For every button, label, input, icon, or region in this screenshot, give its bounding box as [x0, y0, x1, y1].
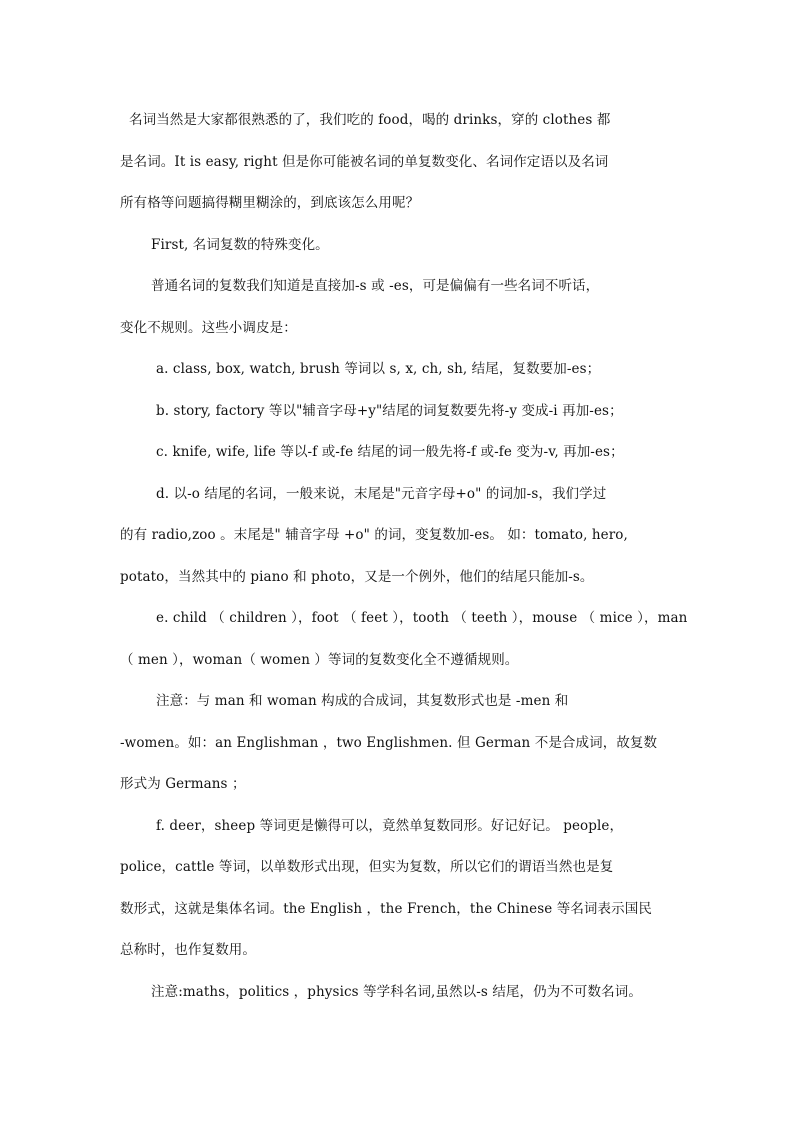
text-line: 注意：与 man 和 woman 构成的合成词，其复数形式也是 -men 和	[156, 693, 569, 709]
paragraph-rule-a	[120, 349, 676, 391]
text-line: 注意:maths，politics ，physics 等学科名词,虽然以-s 结尾，仍为不可数名词。	[151, 983, 642, 1000]
text-line: 总称时，也作复数用。	[120, 942, 256, 958]
text-line: 形式为 Germans ；	[120, 776, 246, 792]
paragraph-first	[120, 225, 676, 267]
text-line: 所有格等问题搞得糊里糊涂的，到底该怎么用呢？	[120, 195, 420, 211]
text-line: First, 名词复数的特殊变化。	[151, 236, 329, 253]
text-line: 是名词。It is easy, right 但是你可能被名词的单复数变化、名词作定语以及名词	[120, 153, 609, 170]
text-line: 变化不规则。这些小调皮是：	[120, 319, 297, 336]
text-line: e. child （ children ），foot （ feet ），tooth （ teeth ），mouse （ mice ），man	[156, 610, 688, 626]
paragraph-note-1	[120, 681, 676, 806]
text-line: f. deer，sheep 等词更是懒得可以，竟然单复数同形。好记好记。 people，	[156, 817, 624, 834]
paragraph-rule-f	[120, 806, 676, 972]
text-line: 数形式，这就是集体名词。the English ，the French，the Chinese 等名词表示国民	[120, 900, 652, 917]
paragraph-rule-e	[120, 598, 688, 681]
text-line: 的有 radio,zoo 。末尾是" 辅音字母 +o" 的词，变复数加-es。 如：tomato, hero,	[120, 527, 628, 543]
paragraph-note-2	[120, 972, 676, 1014]
text-line: c. knife, wife, life 等以-f 或-fe 结尾的词一般先将-f 或-fe 变为-v, 再加-es；	[156, 444, 624, 460]
text-line: （ men ），woman（ women ）等词的复数变化全不遵循规则。	[120, 651, 519, 668]
text-line: potato，当然其中的 piano 和 photo，又是一个例外，他们的结尾只能加-s。	[120, 568, 594, 585]
text-line: 普通名词的复数我们知道是直接加-s 或 -es，可是偏偏有一些名词不听话，	[151, 278, 600, 294]
paragraph-rule-b	[120, 391, 676, 433]
text-line: police，cattle 等词，以单数形式出现，但实为复数，所以它们的谓语当然也是复	[120, 859, 614, 875]
text-line: 名词当然是大家都很熟悉的了，我们吃的 food，喝的 drinks，穿的 clothes 都	[129, 112, 611, 128]
text-line: b. story, factory 等以"辅音字母+y"结尾的词复数要先将-y 变成-i 再加-es；	[156, 402, 623, 419]
paragraph-rule-c	[120, 432, 676, 474]
paragraph-rule-d	[120, 474, 676, 599]
text-line: d. 以-o 结尾的名词，一般来说，末尾是"元音字母+o" 的词加-s，我们学过	[156, 485, 607, 502]
paragraph-intro	[120, 100, 676, 225]
paragraph-general	[120, 266, 676, 349]
document-body	[120, 100, 688, 1013]
text-line: a. class, box, watch, brush 等词以 s, x, ch, sh, 结尾，复数要加-es；	[156, 361, 601, 377]
text-line: -women。如：an Englishman ，two Englishmen. 但 German 不是合成词，故复数	[120, 734, 658, 751]
